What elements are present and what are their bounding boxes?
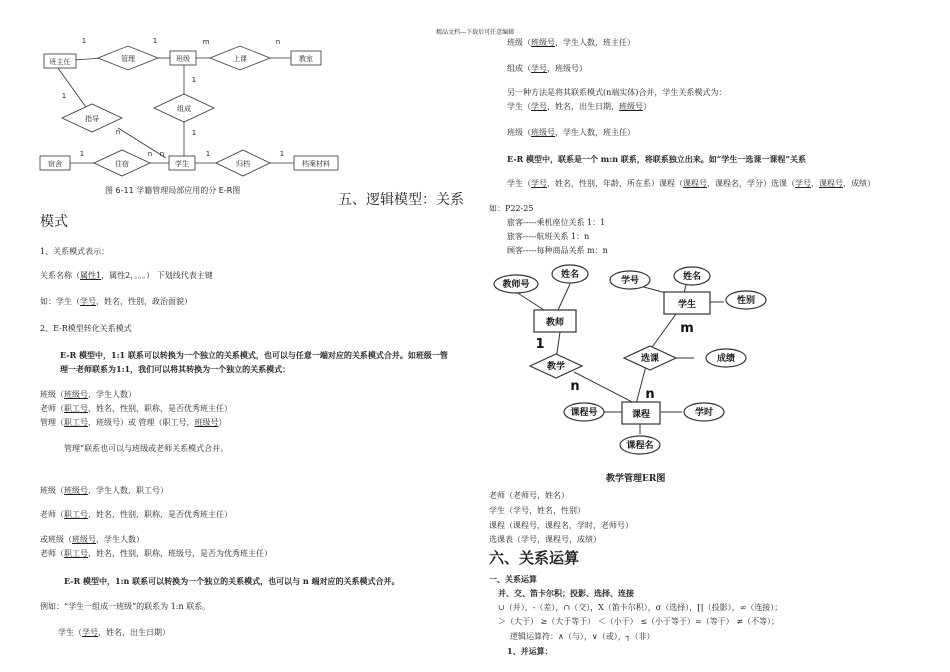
rule-text: 理一老师联系为1:1，我们可以将其转换为一个独立的关系模式： [60, 364, 291, 374]
schema-line: 选课表（学号，课程号，成绩） [489, 535, 601, 544]
schema-line: 课程（课程号，课程名，学时，老师号） [489, 521, 633, 530]
rule-text: E-R 模型中，1:n 联系可以转换为一个独立的关系模式，也可以与 n 端对应的关系模式合并。 [64, 576, 400, 586]
section-6-title: 六、关系运算 [489, 549, 580, 567]
cardinality: 1 [152, 37, 158, 45]
attr-label: 成绩 [716, 354, 736, 364]
subheading: 1、关系模式表示： [40, 247, 110, 256]
subheading: 2、E-R模型转化关系模式 [40, 324, 132, 333]
relation-label: 归档 [236, 160, 250, 168]
attr-label: 课程号 [570, 408, 598, 418]
schema-line: 学生（学号，姓名，性别，年龄，所在系）课程（课程号，课程名，学分）选课（学号，课程号，成绩） [507, 179, 875, 188]
figure-caption: 图 6-11 学籍管理局部应用的分 E-R图 [105, 186, 241, 195]
cardinality: n [645, 387, 655, 402]
schema-line: 老师（职工号，姓名，性别，职称，是否优秀班主任） [40, 510, 232, 519]
cardinality: n [570, 379, 580, 394]
relation-label: 组成 [177, 105, 191, 113]
rule-text: E-R 模型中，联系是一个 m:n 联系，将联系独立出来。如“学生一选课一课程”关系 [507, 154, 807, 164]
cardinality: n [147, 150, 153, 158]
relation-label: 教学 [546, 362, 566, 372]
cardinality: n [159, 150, 165, 158]
attr-label: 性别 [736, 296, 756, 306]
schema-line: 班级（班级号，学生人数，班主任） [507, 38, 635, 47]
entity-label: 教室 [299, 55, 313, 63]
entity-label: 宿舍 [48, 160, 62, 168]
cardinality: m [680, 321, 694, 336]
text-line: 并、交、笛卡尔积；投影、选择、连接 [498, 588, 634, 598]
cardinality: n [275, 38, 281, 46]
schema-line: 学生（学号，姓名，出生日期，班级号） [507, 102, 651, 111]
text-line: 如：学生（学号，姓名，性别，政治面貌） [40, 297, 192, 306]
text-line: 另一种方法是将其联系模式(n端实体)合并，学生关系模式为： [507, 88, 727, 97]
text-line: 旅客-----航班关系 1：n [507, 232, 590, 241]
cardinality: 1 [191, 76, 197, 84]
relation-label: 住宿 [115, 160, 129, 168]
relation-label: 管理 [121, 55, 135, 63]
schema-line: 老师（老师号，姓名） [489, 491, 569, 500]
section-5-title-cont: 模式 [40, 214, 68, 230]
schema-line: 班级（班级号，学生人数，职工号） [40, 486, 168, 495]
attr-label: 姓名 [560, 270, 580, 280]
cardinality: 1 [81, 37, 87, 45]
attr-label: 学号 [620, 276, 640, 286]
er-diagram-teaching-management [486, 262, 786, 462]
schema-line: 学生（学号，姓名，出生日期） [58, 628, 170, 637]
schema-line: 或班级（班级号，学生人数） [40, 535, 144, 544]
attr-label: 姓名 [682, 272, 702, 282]
er-diagram-student-management [36, 30, 376, 200]
er-diagram-title: 教学管理ER图 [606, 474, 666, 484]
schema-line: 管理（职工号，班级号）或 管理（职工号，班级号） [40, 418, 227, 427]
text-line: 顾客-----每种商品关系 m：n [507, 246, 608, 255]
entity-label: 学生 [677, 300, 697, 310]
entity-label: 班级 [176, 55, 190, 63]
subheading: 一、关系运算 [489, 574, 537, 584]
entity-label: 教师 [545, 318, 565, 328]
cardinality: 1 [79, 150, 85, 158]
entity-label: 班主任 [49, 58, 71, 66]
cardinality: 1 [535, 337, 545, 352]
text-line: 关系名称（属性1，属性2，。。。） 下划线代表主键 [40, 271, 213, 280]
text-line: 例如：“学生一组成一班级”的联系为 1:n 联系。 [40, 602, 211, 611]
cardinality: n [115, 128, 121, 136]
operators-line: ＞（大于） ≥（大于等于） ＜（小于） ≤（小于等于）=（等于） ≠（不等）； [498, 617, 779, 626]
text-line: 管理”联系也可以与班级或老师关系模式合并。 [64, 444, 229, 453]
cardinality: 1 [191, 129, 197, 137]
schema-line: 班级（班级号，学生人数，班主任） [507, 128, 635, 137]
subheading: 1、并运算： [507, 646, 553, 656]
cardinality: 1 [205, 150, 211, 158]
cardinality: 1 [61, 92, 67, 100]
section-5-title: 五、逻辑模型：关系 [338, 192, 464, 208]
cardinality: 1 [279, 150, 285, 158]
page-header: 精品文档---下载后可任意编辑 [436, 29, 515, 36]
operators-line: ∪（并），-（差），∩（交），X（笛卡尔积），σ（选择），∏（投影），∞（连接）； [498, 603, 783, 612]
attr-label: 课程名 [626, 441, 654, 451]
attr-label: 学时 [694, 408, 714, 418]
entity-label: 档案材料 [302, 160, 330, 168]
schema-line: 学生（学号，姓名，性别） [489, 506, 585, 515]
relation-label: 上课 [233, 55, 247, 63]
cardinality: m [202, 38, 210, 46]
relation-label: 指导 [85, 115, 99, 123]
relation-label: 选课 [640, 354, 660, 364]
entity-label: 学生 [175, 160, 189, 168]
text-line: 如：P22-25 [489, 204, 534, 213]
entity-label: 课程 [631, 410, 651, 420]
schema-line: 组成（学号，班级号） [507, 64, 587, 73]
text-line: 旅客-----乘机座位关系 1：1 [507, 218, 606, 227]
rule-text: E-R 模型中，1:1 联系可以转换为一个独立的关系模式，也可以与任意一端对应的关系模式合并。如班级一管 [60, 350, 448, 360]
schema-line: 班级（班级号，学生人数） [40, 390, 136, 399]
attr-label: 教师号 [502, 280, 530, 290]
schema-line: 老师（职工号，姓名，性别，职称，班级号，是否为优秀班主任） [40, 549, 272, 558]
schema-line: 老师（职工号，姓名，性别，职称，是否优秀班主任） [40, 404, 232, 413]
operators-line: 逻辑运算符：∧（与），∨（或），┐（非） [510, 632, 655, 641]
